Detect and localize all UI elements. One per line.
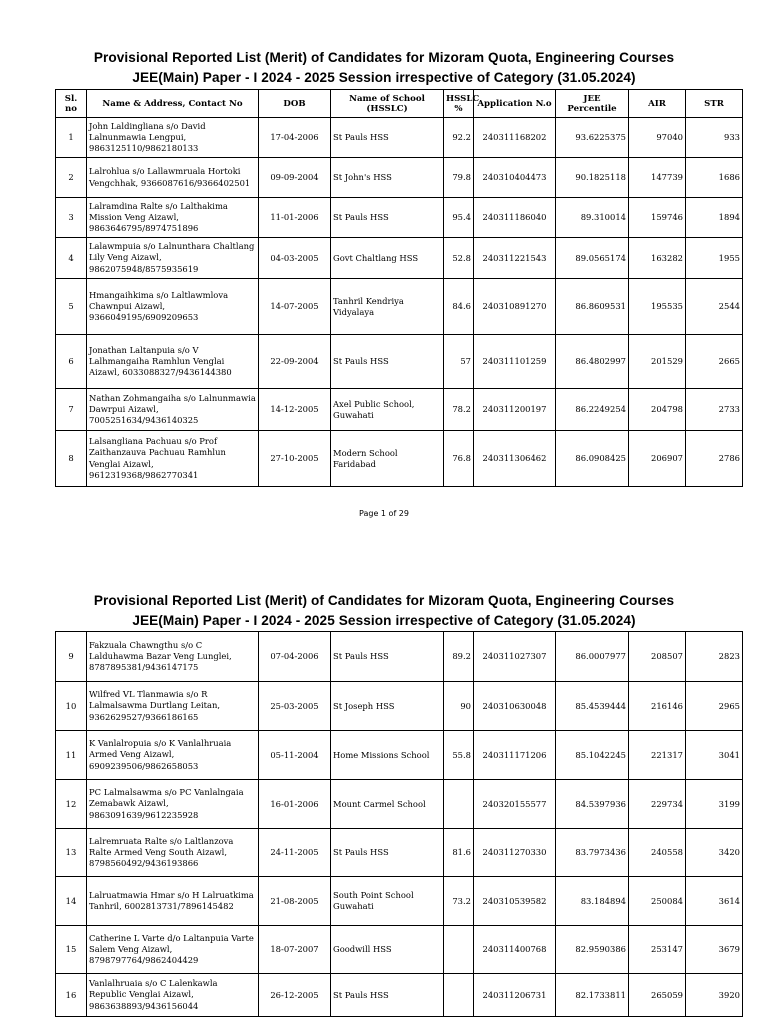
cell-air: 97040 (629, 118, 686, 158)
cell-air: 201529 (629, 335, 686, 389)
cell-name: Wilfred VL Tlanmawia s/o R Lalmalsawma Durtlang Leitan, 9362629527/9366186165 (87, 682, 259, 731)
table-row (56, 158, 743, 198)
cell-jee: 84.5397936 (556, 780, 629, 829)
cell-air: 163282 (629, 238, 686, 279)
cell-dob: 09-09-2004 (259, 158, 331, 198)
cell-slno: 3 (56, 198, 87, 238)
cell-hsslc (444, 974, 474, 1017)
cell-jee: 89.0565174 (556, 238, 629, 279)
title-line-2: JEE(Main) Paper - I 2024 - 2025 Session irrespective of Category (31.05.2024) (132, 70, 636, 85)
cell-str: 3199 (686, 780, 743, 829)
cell-air: 208507 (629, 632, 686, 682)
title-line-2: JEE(Main) Paper - I 2024 - 2025 Session irrespective of Category (31.05.2024) (132, 613, 636, 628)
cell-air: 229734 (629, 780, 686, 829)
cell-air: 250084 (629, 877, 686, 926)
cell-name: PC Lalmalsawma s/o PC Vanlalngaia Zemabawk Aizawl, 9863091639/9612235928 (87, 780, 259, 829)
cell-school: Mount Carmel School (331, 780, 444, 829)
table-row (56, 877, 743, 926)
cell-str: 2733 (686, 389, 743, 431)
cell-application: 240310891270 (474, 279, 556, 335)
cell-application: 240311168202 (474, 118, 556, 158)
cell-hsslc: 90 (444, 682, 474, 731)
cell-air: 206907 (629, 431, 686, 487)
cell-jee: 93.6225375 (556, 118, 629, 158)
cell-name: Lalsangliana Pachuau s/o Prof Zaithanzauva Pachuau Ramhlun Venglai Aizawl, 9612319368/9862770341 (87, 431, 259, 487)
cell-name: Lalawmpuia s/o Lalnunthara Chaltlang Lily Veng Aizawl, 9862075948/8575935619 (87, 238, 259, 279)
cell-slno: 13 (56, 829, 87, 877)
cell-jee: 90.1825118 (556, 158, 629, 198)
cell-slno: 16 (56, 974, 87, 1017)
cell-slno: 12 (56, 780, 87, 829)
table-row (56, 926, 743, 974)
cell-air: 221317 (629, 731, 686, 780)
cell-slno: 2 (56, 158, 87, 198)
cell-dob: 16-01-2006 (259, 780, 331, 829)
table-row (56, 682, 743, 731)
cell-school: Goodwill HSS (331, 926, 444, 974)
cell-name: Vanlalhruaia s/o C Lalenkawla Republic Venglai Aizawl, 9863638893/9436156044 (87, 974, 259, 1017)
cell-dob: 27-10-2005 (259, 431, 331, 487)
cell-school: St Pauls HSS (331, 632, 444, 682)
cell-hsslc: 52.8 (444, 238, 474, 279)
cell-application: 240311200197 (474, 389, 556, 431)
cell-str: 3679 (686, 926, 743, 974)
cell-hsslc: 81.6 (444, 829, 474, 877)
cell-str: 2544 (686, 279, 743, 335)
cell-application: 240311027307 (474, 632, 556, 682)
cell-jee: 89.310014 (556, 198, 629, 238)
cell-dob: 04-03-2005 (259, 238, 331, 279)
cell-school: St John's HSS (331, 158, 444, 198)
cell-name: John Laldingliana s/o David Lalnunmawia Lengpui, 9863125110/9862180133 (87, 118, 259, 158)
table-row (56, 974, 743, 1017)
title-line-1: Provisional Reported List (Merit) of Candidates for Mizoram Quota, Engineering Courses (93, 593, 675, 608)
page-title (0, 591, 768, 631)
page-title (0, 48, 768, 88)
cell-hsslc (444, 780, 474, 829)
document-page-2 (0, 575, 768, 1024)
cell-school: Axel Public School, Guwahati (331, 389, 444, 431)
cell-application: 240310539582 (474, 877, 556, 926)
page-number: Page 1 of 29 (359, 509, 409, 518)
cell-application: 240311306462 (474, 431, 556, 487)
cell-dob: 25-03-2005 (259, 682, 331, 731)
cell-air: 216146 (629, 682, 686, 731)
page-separator (0, 560, 768, 575)
cell-dob: 24-11-2005 (259, 829, 331, 877)
header-jee: JEE Percentile (556, 90, 629, 118)
cell-str: 1955 (686, 238, 743, 279)
cell-dob: 11-01-2006 (259, 198, 331, 238)
cell-hsslc: 84.6 (444, 279, 474, 335)
cell-hsslc: 92.2 (444, 118, 474, 158)
cell-dob: 17-04-2006 (259, 118, 331, 158)
table-row (56, 780, 743, 829)
cell-dob: 22-09-2004 (259, 335, 331, 389)
cell-hsslc: 78.2 (444, 389, 474, 431)
cell-dob: 07-04-2006 (259, 632, 331, 682)
cell-name: Lalruatmawia Hmar s/o H Lalruatkima Tanhril, 6002813731/7896145482 (87, 877, 259, 926)
cell-school: St Pauls HSS (331, 829, 444, 877)
cell-slno: 11 (56, 731, 87, 780)
cell-slno: 5 (56, 279, 87, 335)
cell-slno: 1 (56, 118, 87, 158)
cell-str: 3420 (686, 829, 743, 877)
title-line-1: Provisional Reported List (Merit) of Candidates for Mizoram Quota, Engineering Courses (93, 50, 675, 65)
cell-school: St Pauls HSS (331, 198, 444, 238)
header-hsslc: HSSLC % (444, 90, 474, 118)
cell-school: St Pauls HSS (331, 118, 444, 158)
cell-str: 1686 (686, 158, 743, 198)
cell-slno: 4 (56, 238, 87, 279)
table-row (56, 731, 743, 780)
cell-name: K Vanlalropuia s/o K Vanlalhruaia Armed Veng Aizawl, 6909239506/9862658053 (87, 731, 259, 780)
cell-air: 240558 (629, 829, 686, 877)
cell-school: Govt Chaltlang HSS (331, 238, 444, 279)
table-row (56, 118, 743, 158)
cell-jee: 83.7973436 (556, 829, 629, 877)
header-air: AIR (629, 90, 686, 118)
cell-hsslc: 73.2 (444, 877, 474, 926)
cell-school: Modern School Faridabad (331, 431, 444, 487)
cell-school: Tanhril Kendriya Vidyalaya (331, 279, 444, 335)
cell-jee: 85.1042245 (556, 731, 629, 780)
table-row (56, 431, 743, 487)
cell-str: 933 (686, 118, 743, 158)
header-name: Name & Address, Contact No (87, 90, 259, 118)
cell-jee: 82.1733811 (556, 974, 629, 1017)
cell-hsslc: 76.8 (444, 431, 474, 487)
cell-slno: 8 (56, 431, 87, 487)
cell-str: 2823 (686, 632, 743, 682)
cell-hsslc: 79.8 (444, 158, 474, 198)
cell-name: Lalramdina Ralte s/o Lalthakima Mission Veng Aizawl, 9863646795/8974751896 (87, 198, 259, 238)
cell-jee: 86.0007977 (556, 632, 629, 682)
table-row (56, 279, 743, 335)
cell-application: 240311221543 (474, 238, 556, 279)
cell-application: 240311270330 (474, 829, 556, 877)
cell-name: Lalrohlua s/o Lallawmruala Hortoki Vengchhak, 9366087616/9366402501 (87, 158, 259, 198)
cell-school: St Joseph HSS (331, 682, 444, 731)
cell-jee: 86.8609531 (556, 279, 629, 335)
cell-application: 240311400768 (474, 926, 556, 974)
cell-name: Catherine L Varte d/o Laltanpuia Varte Salem Veng Aizawl, 8798797764/9862404429 (87, 926, 259, 974)
header-str: STR (686, 90, 743, 118)
table-row (56, 829, 743, 877)
cell-jee: 86.2249254 (556, 389, 629, 431)
merit-table (55, 89, 743, 487)
cell-slno: 9 (56, 632, 87, 682)
cell-hsslc: 57 (444, 335, 474, 389)
cell-name: Lalremruata Ralte s/o Laltlanzova Ralte Armed Veng South Aizawl, 8798560492/9436193866 (87, 829, 259, 877)
cell-slno: 14 (56, 877, 87, 926)
cell-application: 240311186040 (474, 198, 556, 238)
header-slno: Sl. no (56, 90, 87, 118)
cell-slno: 7 (56, 389, 87, 431)
cell-slno: 10 (56, 682, 87, 731)
cell-str: 3041 (686, 731, 743, 780)
cell-dob: 18-07-2007 (259, 926, 331, 974)
cell-hsslc: 89.2 (444, 632, 474, 682)
cell-slno: 6 (56, 335, 87, 389)
cell-dob: 21-08-2005 (259, 877, 331, 926)
cell-str: 2786 (686, 431, 743, 487)
cell-slno: 15 (56, 926, 87, 974)
cell-jee: 83.184894 (556, 877, 629, 926)
cell-school: South Point School Guwahati (331, 877, 444, 926)
header-application: Application N.o (474, 90, 556, 118)
cell-air: 253147 (629, 926, 686, 974)
cell-name: Jonathan Laltanpuia s/o V Lalhmangaiha Ramhlun Venglai Aizawl, 6033088327/9436144380 (87, 335, 259, 389)
cell-air: 195535 (629, 279, 686, 335)
cell-jee: 86.4802997 (556, 335, 629, 389)
cell-hsslc: 95.4 (444, 198, 474, 238)
cell-application: 240311101259 (474, 335, 556, 389)
cell-jee: 85.4539444 (556, 682, 629, 731)
table-row (56, 632, 743, 682)
cell-str: 3920 (686, 974, 743, 1017)
cell-jee: 82.9590386 (556, 926, 629, 974)
table-row (56, 238, 743, 279)
cell-name: Nathan Zohmangaiha s/o Lalnunmawia Dawrpui Aizawl, 7005251634/9436140325 (87, 389, 259, 431)
cell-str: 1894 (686, 198, 743, 238)
cell-name: Hmangaihkima s/o Laltlawmlova Chawnpui Aizawl, 9366049195/6909209653 (87, 279, 259, 335)
cell-air: 159746 (629, 198, 686, 238)
cell-jee: 86.0908425 (556, 431, 629, 487)
cell-air: 265059 (629, 974, 686, 1017)
cell-dob: 14-12-2005 (259, 389, 331, 431)
header-dob: DOB (259, 90, 331, 118)
cell-dob: 05-11-2004 (259, 731, 331, 780)
cell-school: St Pauls HSS (331, 335, 444, 389)
table-row (56, 335, 743, 389)
cell-application: 240310630048 (474, 682, 556, 731)
header-school: Name of School (HSSLC) (331, 90, 444, 118)
cell-dob: 26-12-2005 (259, 974, 331, 1017)
table-row (56, 198, 743, 238)
cell-school: St Pauls HSS (331, 974, 444, 1017)
cell-school: Home Missions School (331, 731, 444, 780)
cell-str: 2965 (686, 682, 743, 731)
table-row (56, 389, 743, 431)
cell-application: 240320155577 (474, 780, 556, 829)
table-header-row (56, 90, 743, 118)
cell-str: 3614 (686, 877, 743, 926)
cell-dob: 14-07-2005 (259, 279, 331, 335)
cell-application: 240310404473 (474, 158, 556, 198)
cell-application: 240311206731 (474, 974, 556, 1017)
cell-application: 240311171206 (474, 731, 556, 780)
cell-hsslc (444, 926, 474, 974)
merit-table (55, 631, 743, 1017)
cell-str: 2665 (686, 335, 743, 389)
cell-air: 147739 (629, 158, 686, 198)
cell-air: 204798 (629, 389, 686, 431)
cell-name: Fakzuala Chawngthu s/o C Lalduhawma Bazar Veng Lunglei, 8787895381/9436147175 (87, 632, 259, 682)
cell-hsslc: 55.8 (444, 731, 474, 780)
